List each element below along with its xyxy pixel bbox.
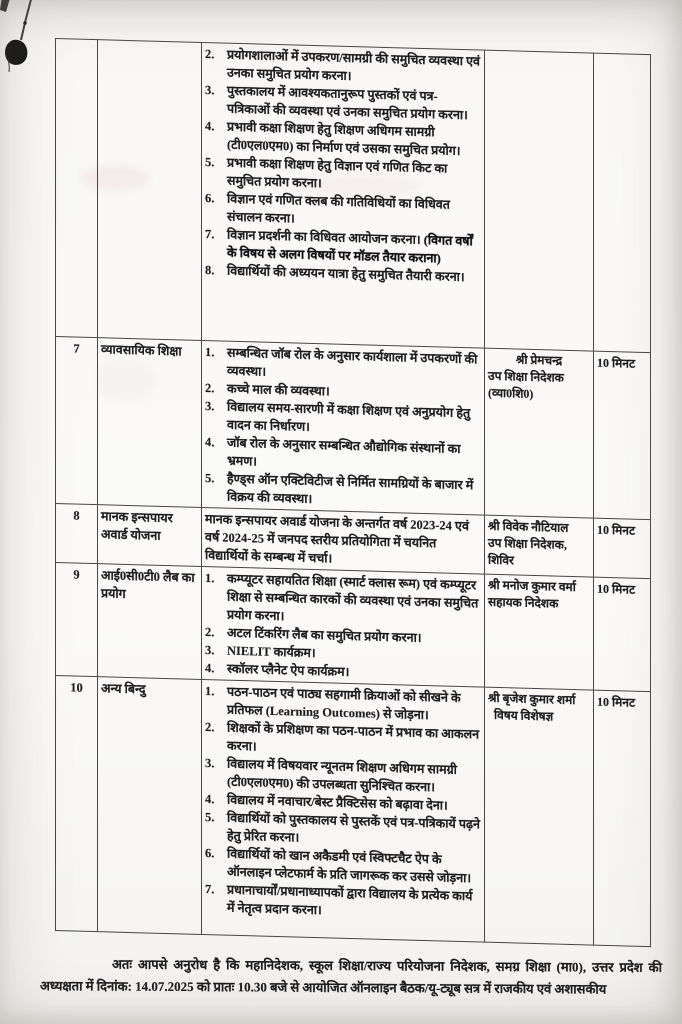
ink-blot-icon — [0, 0, 60, 86]
item-number: 3. — [205, 399, 215, 414]
item-number: 8. — [205, 263, 215, 278]
item-text: प्रधानाचार्यों/प्रधानाध्यापकों द्वारा विद्यालय के प्रत्येक कार्य में नेतृत्व प्रदान करना। — [227, 882, 473, 918]
officer-line: श्री विवेक नौटियाल — [488, 518, 569, 535]
meeting-time: 10.30 — [237, 978, 267, 994]
item-text: विद्यार्थियों को पुस्तकालय से पुस्तकें एवं पत्र-पत्रिकायें पढ़ने हेतु प्रेरित करना। — [227, 810, 480, 845]
item-number: 3. — [205, 643, 215, 658]
table-row-continuation — [56, 39, 651, 353]
footer-text: बजे से आयोजित ऑनलाइन बैठक/यू-ट्यूब सत्र में राजकीय एवं अशासकीय — [266, 978, 607, 997]
officer-cell — [485, 574, 594, 690]
topic-cell: व्यावसायिक शिक्षा — [98, 338, 202, 508]
details-paragraph: मानक इन्सपायर अवार्ड योजना के अन्तर्गत वर्ष 2023-24 एवं वर्ष 2024-25 में जनपद स्तरीय प्रतियोगिता में चयनित विद्यार्थियों के सम्बन्ध में चर्चा। — [205, 512, 469, 566]
details-cell — [202, 679, 485, 942]
topic-cell — [98, 40, 202, 341]
item-text: विद्यार्थियों की अध्ययन यात्रा हेतु समुचित तैयारी करना। — [227, 263, 465, 285]
duration-cell — [594, 53, 651, 353]
item-text: कच्चे माल की व्यवस्था। — [227, 381, 330, 399]
details-cell — [202, 566, 485, 687]
officer-line: शिविर — [488, 552, 514, 568]
officer-cell — [485, 515, 594, 577]
officer-line: श्री मनोज कुमार वर्मा — [488, 577, 576, 595]
details-cell — [202, 42, 485, 348]
item-number: 6. — [205, 846, 215, 861]
item-number: 5. — [205, 471, 215, 486]
details-cell — [202, 507, 485, 574]
topic-cell: आई0सी0टी0 लैब का प्रयोग — [98, 564, 202, 680]
officer-line: श्री प्रेमचन्द्र — [515, 352, 563, 368]
item-number: 2. — [205, 381, 215, 396]
item-text: हैण्ड्स ऑन एक्टिविटीज से निर्मित सामग्रियों के बाजार में विक्रय की व्यवस्था। — [227, 471, 474, 506]
item-number: 1. — [205, 684, 215, 699]
item-number: 4. — [205, 119, 215, 134]
officer-line: (व्या0शि0) — [488, 385, 534, 401]
topic-cell: अन्य बिन्दु — [98, 677, 202, 935]
item-text: विद्यालय में नवाचार/बेस्ट प्रैक्टिसेस को बढ़ावा देना। — [227, 792, 448, 813]
table-row-9 — [56, 563, 651, 692]
footer-text: अतः आपसे अनुरोध है कि महानिदेशक, स्कूल शिक्षा/राज्य परियोजना निदेशक, समग्र शिक्षा (मा0), उत्तर प्रदेश की अध्यक्षता में दिनांक: — [40, 956, 662, 994]
item-number: 2. — [205, 720, 215, 735]
item-text: विद्यार्थियों को खान अकैडमी एवं स्विफ्टचैट ऐप के ऑनलाइन प्लेटफार्म के प्रति जागरूक कर उससे जोड़ना। — [227, 846, 472, 886]
item-text: शिक्षकों के प्रशिक्षण का पठन-पाठन में प्रभाव का आकलन करना। — [227, 720, 480, 754]
officer-line: विषय विशेषज्ञ — [494, 707, 554, 724]
item-text: NIELIT कार्यक्रम। — [227, 643, 316, 661]
item-text: प्रयोगशालाओं में उपकरण/सामग्री की समुचित व्यवस्था एवं उनका समुचित प्रयोग करना। — [227, 47, 480, 84]
officer-cell — [485, 348, 594, 518]
item-number: 1. — [205, 571, 215, 586]
table-row-10 — [56, 676, 651, 947]
item-number: 6. — [205, 191, 215, 206]
item-number: 2. — [205, 47, 215, 62]
serial-cell — [56, 39, 98, 338]
officer-line: उप शिक्षा निदेशक, — [488, 535, 567, 552]
item-text: अटल टिंकरिंग लैब का समुचित प्रयोग करना। — [227, 625, 422, 645]
item-text: विज्ञान प्रदर्शनी का विधिवत आयोजन करना। (विगत वर्षों के विषय से अलग विषयों पर मॉडल तैयार कराना) — [227, 227, 473, 266]
duration-cell: 10 मिनट — [594, 690, 651, 947]
footer-text: को प्रातः — [193, 978, 238, 994]
list-item — [205, 880, 481, 923]
item-text: पठन-पाठन एवं पाठ्य सहगामी क्रियाओं को सीखने के प्रतिफल (Learning Outcomes) से जोड़ना। — [227, 684, 461, 723]
item-text: जॉब रोल के अनुसार सम्बन्धित औद्योगिक संस्थानों का भ्रमण। — [227, 435, 461, 469]
item-text-bold: (विगत वर्षों के विषय से अलग विषयों पर मॉडल तैयार कराना) — [227, 232, 473, 266]
item-number: 2. — [205, 625, 215, 640]
item-number: 4. — [205, 661, 215, 676]
item-text: विद्यालय में विषयवार न्यूनतम शिक्षण अधिगम सामग्री (टी0एल0एम0) की उपलब्धता सुनिश्चित करना। — [227, 756, 457, 795]
officer-cell — [485, 50, 594, 351]
topic-cell: मानक इन्सपायर अवार्ड योजना — [98, 505, 202, 567]
duration-cell: 10 मिनट — [594, 577, 651, 692]
officer-line: श्री बृजेश कुमार शर्मा — [488, 690, 576, 708]
duration-cell: 10 मिनट — [594, 518, 651, 579]
officer-line: उप शिक्षा निदेशक — [488, 368, 564, 385]
serial-cell: 8 — [56, 504, 98, 564]
officer-line: सहायक निदेशक — [488, 594, 559, 611]
agenda-table — [55, 38, 651, 947]
serial-cell: 10 — [56, 676, 98, 932]
serial-cell: 9 — [56, 563, 98, 677]
item-number: 7. — [205, 882, 215, 897]
list-item — [205, 469, 481, 512]
item-text: पुस्तकालय में आवश्यकतानुरूप पुस्तकों एवं पत्र-पत्रिकाओं की व्यवस्था एवं उनका समुचित प्रयोग करना। — [227, 83, 468, 123]
table-row-7 — [56, 337, 651, 520]
item-number: 1. — [205, 345, 215, 360]
item-text: विज्ञान एवं गणित क्लब की गतिविधियों का विधिवत संचालन करना। — [227, 191, 450, 226]
agenda-table-wrapper — [55, 38, 650, 947]
item-text: कम्प्यूटर सहायतित शिक्षा (स्मार्ट क्लास रूम) एवं कम्प्यूटर शिक्षा से सम्बन्धित कारकों की व्यवस्था एवं उनका समुचित प्रयोग करना। — [227, 571, 479, 624]
item-text: सम्बन्धित जॉब रोल के अनुसार कार्यशाला में उपकरणों की व्यवस्था। — [227, 345, 478, 379]
item-number: 5. — [205, 155, 215, 170]
details-cell — [202, 340, 485, 515]
item-text: प्रभावी कक्षा शिक्षण हेतु शिक्षण अधिगम सामग्री (टी0एल0एम0) का निर्माण एवं उसका समुचित प्रयोग। — [227, 119, 461, 158]
list-item — [205, 569, 481, 630]
item-text: स्कॉलर प्लैनेट ऐप कार्यक्रम। — [227, 661, 350, 679]
footer-paragraph — [40, 953, 662, 1000]
item-number: 3. — [205, 83, 215, 98]
officer-cell — [485, 687, 594, 945]
item-number: 7. — [205, 227, 215, 242]
duration-cell: 10 मिनट — [594, 351, 651, 520]
serial-cell: 7 — [56, 337, 98, 505]
item-number: 5. — [205, 810, 215, 825]
item-number: 4. — [205, 792, 215, 807]
meeting-date: 14.07.2025 — [135, 978, 194, 994]
item-text: विद्यालय समय-सारणी में कक्षा शिक्षण एवं अनुप्रयोग हेतु वादन का निर्धारण। — [227, 399, 471, 434]
item-number: 4. — [205, 435, 215, 450]
item-number: 3. — [205, 756, 215, 771]
item-text: प्रभावी कक्षा शिक्षण हेतु विज्ञान एवं गणित किट का समुचित प्रयोग करना। — [227, 155, 448, 191]
